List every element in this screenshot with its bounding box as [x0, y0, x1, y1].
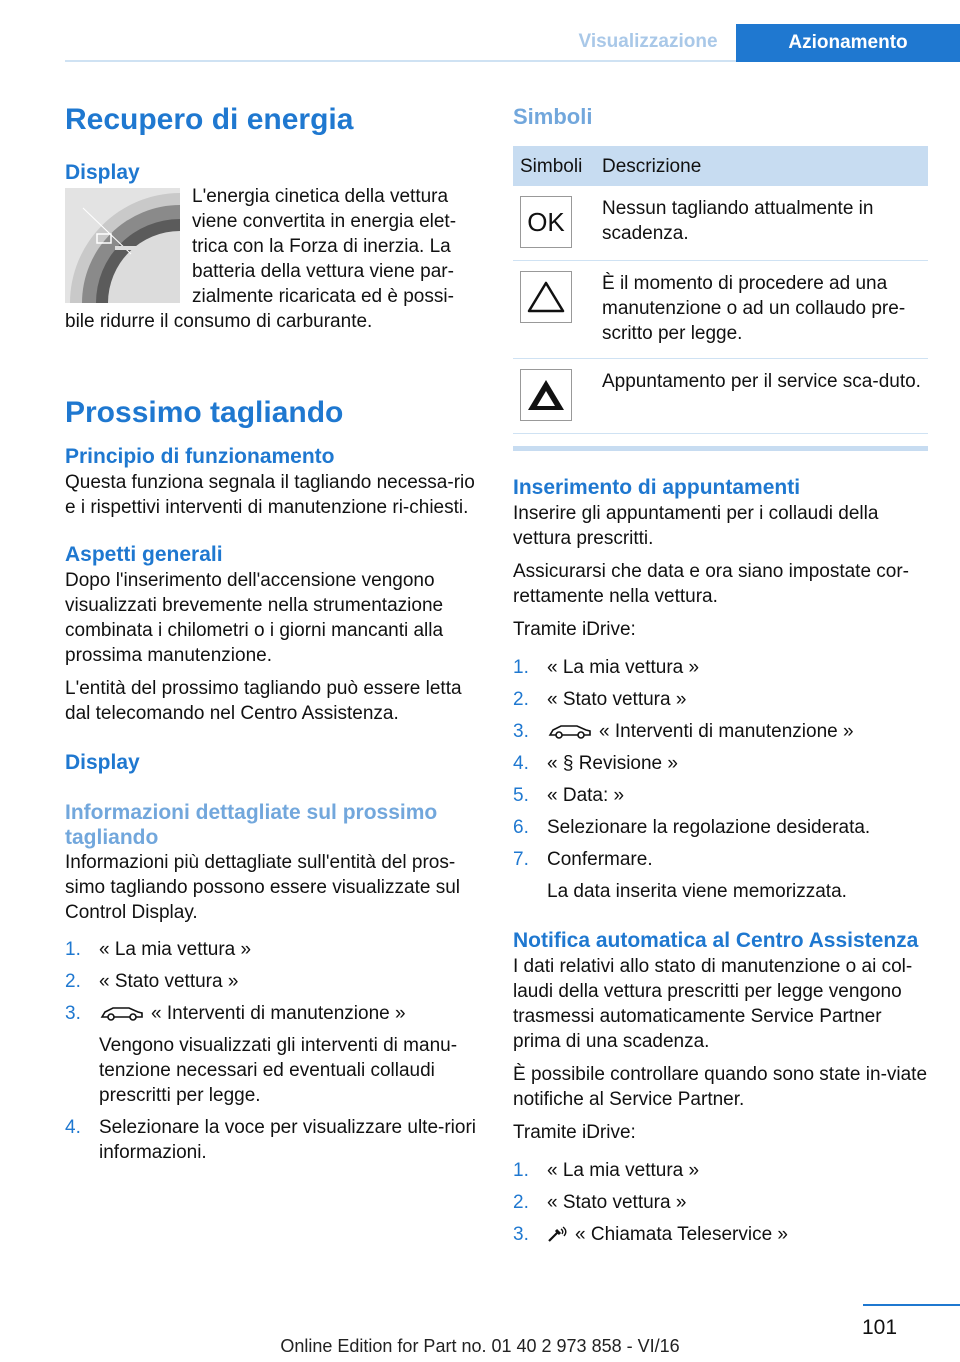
left-steps-list	[65, 937, 480, 1165]
heading-inserimento: Inserimento di appuntamenti	[513, 476, 801, 499]
list-item: 2. « Stato vettura »	[513, 689, 687, 710]
warning-triangle-filled-icon	[520, 369, 572, 421]
heading-notifica: Notifica automatica al Centro Assistenza	[513, 929, 919, 952]
list-item: 2. « Stato vettura »	[65, 971, 239, 992]
heading-prossimo-tagliando: Prossimo tagliando	[65, 396, 344, 429]
left-column	[65, 100, 480, 1172]
symbols-table	[513, 146, 928, 434]
heading-display-2: Display	[65, 751, 140, 774]
heading-aspetti-generali: Aspetti generali	[65, 543, 223, 566]
svg-text:OK: OK	[527, 207, 565, 237]
list-item: 4. « § Revisione »	[513, 753, 678, 774]
list-item: 1. « La mia vettura »	[513, 1160, 700, 1181]
energy-gauge-image	[65, 188, 180, 303]
notifica-paragraph-3: Tramite iDrive:	[513, 1122, 636, 1143]
heading-recupero-energia: Recupero di energia	[65, 103, 354, 136]
table-header-simboli: Simboli	[513, 146, 595, 186]
car-icon	[547, 722, 593, 740]
right-steps-list-2	[513, 1158, 928, 1247]
edition-footer: Online Edition for Part no. 01 40 2 973 858 - VI/16	[280, 1336, 680, 1356]
list-item: 4. Selezionare la voce per visualizzare ulte‐riori informazioni.	[65, 1117, 477, 1163]
car-icon	[99, 1004, 145, 1022]
inserimento-paragraph-1: Inserire gli appuntamenti per i collaudi della vettura prescritti.	[513, 503, 879, 549]
table-end-rule	[513, 446, 928, 451]
list-item: 3. « Chiamata Teleservice »	[513, 1224, 788, 1245]
tab-visualizzazione[interactable]: Visualizzazione	[578, 31, 718, 52]
info-text: Informazioni più dettagliate sull'entità del pros‐simo tagliando possono essere visualizzate sul Control Display.	[65, 852, 460, 923]
heading-simboli: Simboli	[513, 104, 593, 129]
table-row	[513, 186, 928, 261]
aspetti-paragraph-2: L'entità del prossimo tagliando può essere letta dal telecomando nel Centro Assistenza.	[65, 678, 462, 724]
list-item: 3. « Interventi di manutenzione » Vengono visualizzati gli interventi di manu‐tenzione necessari ed eventuali collaudi prescritti per legge.	[65, 1003, 458, 1106]
list-item: 7. Confermare. La data inserita viene memorizzata.	[513, 849, 847, 902]
table-header-descrizione: Descrizione	[595, 146, 928, 186]
notifica-paragraph-1: I dati relativi allo stato di manutenzione o ai col‐laudi della vettura prescritti per legge vengono trasmessi automaticamente Service Partner prima di una scadenza.	[513, 956, 913, 1052]
aspetti-paragraph-1: Dopo l'inserimento dell'accensione vengono visualizzati brevemente nella strumentazione combinata i chilometri o i giorni mancanti alla prossima manutenzione.	[65, 570, 444, 666]
list-item: 1. « La mia vettura »	[65, 939, 252, 960]
notifica-paragraph-2: È possibile controllare quando sono state in‐viate notifiche al Service Partner.	[513, 1064, 928, 1110]
footer-rule	[863, 1304, 960, 1306]
principio-text: Questa funziona segnala il tagliando necessa‐rio e i rispettivi interventi di manutenzione ri‐chiesti.	[65, 472, 475, 518]
page-number: 101	[862, 1316, 898, 1339]
list-item: 5. « Data: »	[513, 785, 625, 806]
display-1-text: L'energia cinetica della vettura viene convertita in energia elet‐trica con la Forza di inerzia. La batteria della vettura viene par‐zialmente ricaricata ed è possi‐bile ridurre il consumo di carburante.	[65, 186, 457, 332]
heading-principio: Principio di funzionamento	[65, 445, 335, 468]
tab-azionamento[interactable]: Azionamento	[736, 24, 960, 62]
table-cell-desc: È il momento di procedere ad una manutenzione o ad un collaudo pre‐scritto per legge.	[595, 261, 928, 359]
ok-icon	[520, 196, 572, 248]
table-cell-desc: Nessun tagliando attualmente in scadenza.	[595, 186, 928, 261]
heading-informazioni-dettagliate: Informazioni dettagliate sul prossimo tagliando	[65, 801, 438, 849]
right-steps-list	[513, 655, 928, 904]
heading-display-1: Display	[65, 161, 140, 184]
display-block	[65, 184, 480, 334]
list-item: 3. « Interventi di manutenzione »	[513, 721, 854, 742]
table-row	[513, 359, 928, 434]
right-column	[513, 100, 928, 1254]
table-cell-desc: Appuntamento per il service sca‐duto.	[595, 359, 928, 434]
table-row	[513, 261, 928, 359]
warning-triangle-icon	[520, 271, 572, 323]
wrench-icon	[547, 1225, 569, 1243]
list-item: 6. Selezionare la regolazione desiderata.	[513, 817, 871, 838]
inserimento-paragraph-3: Tramite iDrive:	[513, 619, 636, 640]
list-item: 1. « La mia vettura »	[513, 657, 700, 678]
inserimento-paragraph-2: Assicurarsi che data e ora siano impostate cor‐rettamente nella vettura.	[513, 561, 910, 607]
list-item: 2. « Stato vettura »	[513, 1192, 687, 1213]
table-header-row	[513, 146, 928, 186]
